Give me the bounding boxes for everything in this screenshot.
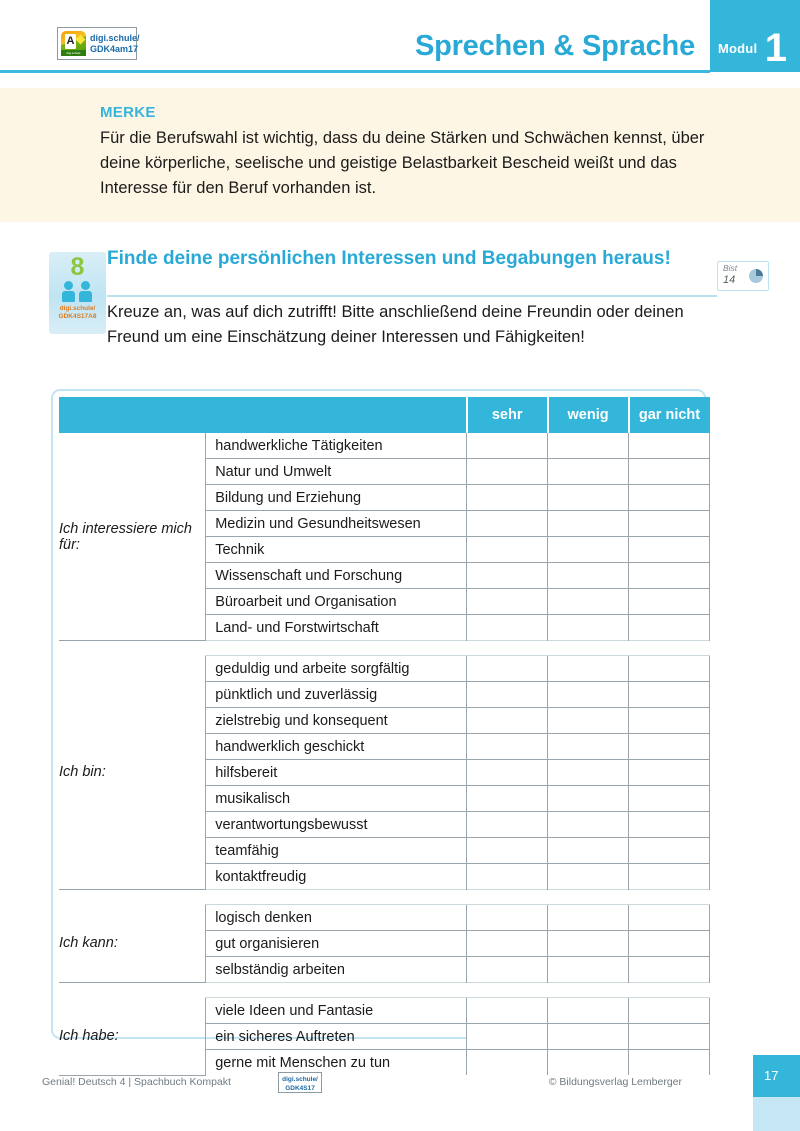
checkbox-cell-gar-nicht[interactable]	[629, 812, 710, 838]
group-separator-cell	[206, 890, 467, 905]
row-item-label: pünktlich und zuverlässig	[206, 682, 467, 708]
checkbox-cell-gar-nicht[interactable]	[629, 905, 710, 931]
row-item-label: teamfähig	[206, 838, 467, 864]
group-separator-cell	[59, 983, 206, 998]
exercise-number: 8	[70, 253, 85, 281]
header-blank	[59, 397, 467, 433]
footer-book-title: Genial! Deutsch 4 | Spachbuch Kompakt	[42, 1076, 231, 1088]
group-separator-cell	[548, 641, 629, 656]
row-item-label: handwerklich geschickt	[206, 734, 467, 760]
row-item-label: ein sicheres Auftreten	[206, 1024, 467, 1050]
logo-base-text: digi.schule	[61, 50, 86, 56]
checkbox-cell-sehr[interactable]	[467, 615, 548, 641]
row-item-label: gut organisieren	[206, 931, 467, 957]
checkbox-cell-sehr[interactable]	[467, 760, 548, 786]
checkbox-cell-wenig[interactable]	[548, 433, 629, 459]
merke-heading: MERKE	[100, 104, 156, 121]
checkbox-cell-wenig[interactable]	[548, 563, 629, 589]
row-item-label: verantwortungsbewusst	[206, 812, 467, 838]
checkbox-cell-gar-nicht[interactable]	[629, 615, 710, 641]
checkbox-cell-wenig[interactable]	[548, 998, 629, 1024]
exercise-title: Finde deine persönlichen Interessen und Begabungen heraus!	[107, 248, 671, 269]
checkbox-cell-gar-nicht[interactable]	[629, 931, 710, 957]
group-separator-cell	[467, 890, 548, 905]
checkbox-cell-wenig[interactable]	[548, 537, 629, 563]
checkbox-cell-gar-nicht[interactable]	[629, 537, 710, 563]
footer-copyright: © Bildungsverlag Lemberger	[548, 1076, 682, 1088]
checkbox-cell-gar-nicht[interactable]	[629, 838, 710, 864]
table-header-row	[59, 397, 710, 433]
row-item-label: Technik	[206, 537, 467, 563]
row-item-label: musikalisch	[206, 786, 467, 812]
group-label: Ich bin:	[59, 656, 206, 890]
group-separator-cell	[467, 983, 548, 998]
checkbox-cell-sehr[interactable]	[467, 931, 548, 957]
header-divider	[0, 70, 710, 73]
group-separator-cell	[206, 983, 467, 998]
checkbox-cell-gar-nicht[interactable]	[629, 760, 710, 786]
checkbox-cell-wenig[interactable]	[548, 931, 629, 957]
merke-box	[0, 88, 800, 222]
checkbox-cell-sehr[interactable]	[467, 485, 548, 511]
checkbox-cell-gar-nicht[interactable]	[629, 1024, 710, 1050]
exercise-badge-code-line1: digi.schule/	[59, 305, 96, 312]
checkbox-cell-wenig[interactable]	[548, 1050, 629, 1076]
group-separator-cell	[59, 890, 206, 905]
row-item-label: Büroarbeit und Organisation	[206, 589, 467, 615]
checkbox-cell-wenig[interactable]	[548, 511, 629, 537]
checkbox-cell-gar-nicht[interactable]	[629, 734, 710, 760]
survey-table-container	[51, 389, 706, 1071]
group-separator	[59, 890, 710, 905]
checkbox-cell-wenig[interactable]	[548, 734, 629, 760]
logo-caption	[90, 33, 140, 54]
checkbox-cell-gar-nicht[interactable]	[629, 656, 710, 682]
checkbox-cell-sehr[interactable]	[467, 905, 548, 931]
exercise-title-divider	[107, 295, 717, 297]
group-label: Ich interessiere mich für:	[59, 433, 206, 641]
checkbox-cell-gar-nicht[interactable]	[629, 864, 710, 890]
checkbox-cell-sehr[interactable]	[467, 838, 548, 864]
checkbox-cell-wenig[interactable]	[548, 1024, 629, 1050]
exercise-instruction: Kreuze an, was auf dich zutrifft! Bitte anschließend deine Freundin oder deinen Freund um eine Einschätzung deiner Interessen und Fähigkeiten!	[107, 303, 684, 347]
checkbox-cell-gar-nicht[interactable]	[629, 786, 710, 812]
checkbox-cell-sehr[interactable]	[467, 734, 548, 760]
checkbox-cell-sehr[interactable]	[467, 563, 548, 589]
checkbox-cell-wenig[interactable]	[548, 615, 629, 641]
row-item-label: Bildung und Erziehung	[206, 485, 467, 511]
page-corner-accent	[753, 1097, 800, 1131]
row-item-label: Medizin und Gesundheitswesen	[206, 511, 467, 537]
checkbox-cell-gar-nicht[interactable]	[629, 957, 710, 983]
row-item-label: zielstrebig und konsequent	[206, 708, 467, 734]
checkbox-cell-gar-nicht[interactable]	[629, 998, 710, 1024]
checkbox-cell-gar-nicht[interactable]	[629, 682, 710, 708]
table-row	[59, 905, 710, 931]
checkbox-cell-sehr[interactable]	[467, 1024, 548, 1050]
footer-logo-line2: GDK4S17	[285, 1084, 315, 1092]
checkbox-cell-sehr[interactable]	[467, 459, 548, 485]
row-item-label: handwerkliche Tätigkeiten	[206, 433, 467, 459]
module-number: 1	[764, 26, 787, 70]
group-separator	[59, 983, 710, 998]
checkbox-cell-sehr[interactable]	[467, 511, 548, 537]
row-item-label: gerne mit Menschen zu tun	[206, 1050, 467, 1076]
checkbox-cell-gar-nicht[interactable]	[629, 485, 710, 511]
group-separator-cell	[467, 641, 548, 656]
checkbox-cell-sehr[interactable]	[467, 682, 548, 708]
logo-letter: A	[66, 35, 75, 47]
logo-caption-line2: GDK4am17	[90, 43, 139, 54]
checkbox-cell-wenig[interactable]	[548, 589, 629, 615]
checkbox-cell-sehr[interactable]	[467, 708, 548, 734]
checkbox-cell-wenig[interactable]	[548, 838, 629, 864]
row-item-label: logisch denken	[206, 905, 467, 931]
exercise-badge-code-line2: GDK4S17A8	[58, 313, 97, 321]
pie-chart-icon	[749, 269, 763, 283]
header-sehr: sehr	[467, 397, 548, 433]
group-label: Ich habe:	[59, 998, 206, 1076]
exercise-badge-code	[49, 305, 106, 321]
bist-label: Bist	[723, 263, 738, 273]
group-separator	[59, 641, 710, 656]
row-item-label: geduldig und arbeite sorgfältig	[206, 656, 467, 682]
checkbox-cell-wenig[interactable]	[548, 864, 629, 890]
checkbox-cell-sehr[interactable]	[467, 957, 548, 983]
header-wenig: wenig	[548, 397, 629, 433]
table-row	[59, 998, 710, 1024]
row-item-label: hilfsbereit	[206, 760, 467, 786]
footer-logo-line1: digi.schule/	[282, 1076, 318, 1083]
page-header	[0, 0, 800, 72]
merke-text: Für die Berufswahl ist wichtig, dass du deine Stärken und Schwächen kennst, über deine körperliche, seelische und geistige Belastbarkeit Bescheid weißt und das Interesse für den Beruf vorhanden ist.	[100, 129, 705, 198]
survey-table	[59, 397, 710, 1076]
row-item-label: viele Ideen und Fantasie	[206, 998, 467, 1024]
checkbox-cell-sehr[interactable]	[467, 1050, 548, 1076]
person-icon-right	[79, 281, 92, 302]
partner-work-icon	[49, 281, 106, 303]
checkbox-cell-gar-nicht[interactable]	[629, 563, 710, 589]
logo-caption-line1: digi.schule/	[90, 33, 140, 44]
book-icon	[61, 31, 86, 56]
checkbox-cell-wenig[interactable]	[548, 485, 629, 511]
checkbox-cell-gar-nicht[interactable]	[629, 459, 710, 485]
group-separator-cell	[548, 983, 629, 998]
checkbox-cell-sehr[interactable]	[467, 537, 548, 563]
group-label: Ich kann:	[59, 905, 206, 983]
checkbox-cell-sehr[interactable]	[467, 433, 548, 459]
checkbox-cell-gar-nicht[interactable]	[629, 589, 710, 615]
table-row	[59, 656, 710, 682]
checkbox-cell-wenig[interactable]	[548, 708, 629, 734]
logo-diamond-icon	[76, 35, 86, 45]
checkbox-cell-wenig[interactable]	[548, 812, 629, 838]
group-separator-cell	[629, 983, 710, 998]
checkbox-cell-wenig[interactable]	[548, 957, 629, 983]
row-item-label: Wissenschaft und Forschung	[206, 563, 467, 589]
group-separator-cell	[206, 641, 467, 656]
group-separator-cell	[629, 641, 710, 656]
group-separator-cell	[59, 641, 206, 656]
row-item-label: Land- und Forstwirtschaft	[206, 615, 467, 641]
checkbox-cell-wenig[interactable]	[548, 459, 629, 485]
checkbox-cell-gar-nicht[interactable]	[629, 433, 710, 459]
module-label: Modul	[718, 41, 758, 56]
checkbox-cell-sehr[interactable]	[467, 786, 548, 812]
group-separator-cell	[548, 890, 629, 905]
footer-digi-schule-logo[interactable]	[278, 1072, 322, 1093]
checkbox-cell-gar-nicht[interactable]	[629, 1050, 710, 1076]
checkbox-cell-wenig[interactable]	[548, 786, 629, 812]
bist-value: 14	[723, 274, 736, 286]
module-badge	[710, 0, 800, 72]
header-gar-nicht: gar nicht	[629, 397, 710, 433]
checkbox-cell-gar-nicht[interactable]	[629, 708, 710, 734]
group-separator-cell	[629, 890, 710, 905]
checkbox-cell-gar-nicht[interactable]	[629, 511, 710, 537]
exercise-badge	[49, 252, 106, 334]
survey-table-head	[59, 397, 710, 433]
checkbox-cell-wenig[interactable]	[548, 760, 629, 786]
row-item-label: Natur und Umwelt	[206, 459, 467, 485]
table-row	[59, 433, 710, 459]
checkbox-cell-sehr[interactable]	[467, 998, 548, 1024]
row-item-label: kontaktfreudig	[206, 864, 467, 890]
survey-table-body	[59, 433, 710, 1075]
checkbox-cell-sehr[interactable]	[467, 589, 548, 615]
checkbox-cell-sehr[interactable]	[467, 864, 548, 890]
checkbox-cell-sehr[interactable]	[467, 812, 548, 838]
person-icon-left	[62, 281, 75, 302]
page-number-block	[753, 1055, 800, 1097]
page-title: Sprechen & Sprache	[414, 30, 695, 62]
row-item-label: selbständig arbeiten	[206, 957, 467, 983]
checkbox-cell-wenig[interactable]	[548, 656, 629, 682]
page-number: 17	[764, 1068, 779, 1083]
bist-indicator	[717, 261, 769, 291]
checkbox-cell-sehr[interactable]	[467, 656, 548, 682]
checkbox-cell-wenig[interactable]	[548, 905, 629, 931]
digi-schule-logo[interactable]	[57, 27, 140, 60]
checkbox-cell-wenig[interactable]	[548, 682, 629, 708]
